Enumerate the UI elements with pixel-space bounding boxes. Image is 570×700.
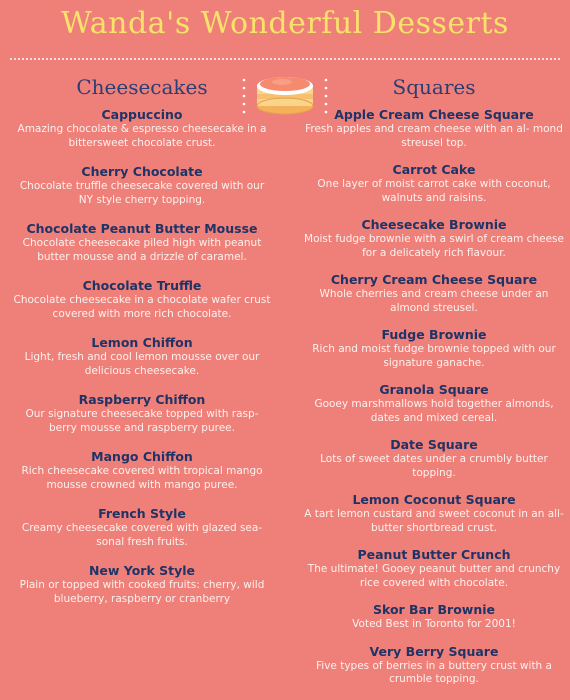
menu-item (12, 106, 272, 150)
menu-item (12, 448, 272, 492)
menu-item-name: Cappuccino (101, 107, 183, 122)
menu-item (12, 505, 272, 549)
menu-item-name: Chocolate Peanut Butter Mousse (26, 221, 258, 236)
squares-column (304, 74, 564, 698)
menu-item (304, 326, 564, 370)
menu-item (304, 216, 564, 260)
menu-item (12, 277, 272, 321)
menu-item-description: Whole cherries and cream cheese under an almond streusel. (319, 288, 549, 314)
cheesecakes-heading: Cheesecakes (76, 75, 208, 99)
menu-item (12, 220, 272, 264)
menu-item (12, 334, 272, 378)
menu-item-description: The ultimate! Gooey peanut butter and crunchy rice covered with chocolate. (307, 563, 561, 589)
menu-item-description: Rich and moist fudge brownie topped with our signature ganache. (312, 343, 556, 369)
menu-item-description: Creamy cheesecake covered with glazed sea- sonal fresh fruits. (21, 522, 263, 548)
menu-item-name: Skor Bar Brownie (372, 602, 496, 617)
menu-item-description: Chocolate truffle cheesecake covered with our NY style cherry topping. (19, 180, 265, 206)
menu-item-name: New York Style (88, 563, 196, 578)
menu-item (304, 601, 564, 632)
menu-item-name: Cheesecake Brownie (361, 217, 507, 232)
menu-item-description: Chocolate cheesecake in a chocolate wafer crust covered with more rich chocolate. (13, 294, 271, 320)
menu-item-description: Light, fresh and cool lemon mousse over our delicious cheesecake. (24, 351, 260, 377)
menu-item-description: Chocolate cheesecake piled high with peanut butter mousse and a drizzle of caramel. (22, 237, 262, 263)
menu-item-description: Amazing chocolate & espresso cheesecake in a bittersweet chocolate crust. (17, 123, 267, 149)
menu-item (12, 163, 272, 207)
menu-item (304, 271, 564, 315)
menu-item-description: Plain or topped with cooked fruits: cherry, wild blueberry, raspberry or cranberry (19, 579, 265, 605)
menu-item-description: Five types of berries in a buttery crust with a crumble topping. (316, 659, 552, 685)
menu-item-description: One layer of moist carrot cake with coconut, walnuts and raisins. (317, 178, 551, 204)
menu-item-name: Fudge Brownie (381, 327, 487, 342)
cheesecakes-column (12, 74, 272, 619)
menu-item-name: Apple Cream Cheese Square (334, 107, 534, 122)
menu-item (304, 106, 564, 150)
menu-item (304, 436, 564, 480)
menu-item-description: Fresh apples and cream cheese with an al- mond streusel top. (305, 123, 563, 149)
menu-item-name: Cherry Chocolate (81, 164, 203, 179)
menu-item-name: Chocolate Truffle (82, 278, 202, 293)
menu-item-name: Date Square (390, 437, 478, 452)
menu-title: Wanda's Wonderful Desserts (61, 6, 509, 41)
menu-item-description: Voted Best in Toronto for 2001! (352, 618, 516, 630)
menu-item-description: Our signature cheesecake topped with rasp- berry mousse and raspberry puree. (25, 408, 259, 434)
menu-item (304, 491, 564, 535)
menu-item-name: French Style (98, 506, 186, 521)
menu-item-description: Moist fudge brownie with a swirl of cream cheese for a delicately rich flavour. (304, 233, 564, 259)
menu-item-description: Lots of sweet dates under a crumbly butter topping. (320, 453, 548, 479)
menu-item (12, 391, 272, 435)
menu-item-description: A tart lemon custard and sweet coconut in an all-butter shortbread crust. (304, 508, 564, 534)
menu-item-name: Raspberry Chiffon (78, 392, 206, 407)
menu-item (304, 546, 564, 590)
menu-item (304, 381, 564, 425)
menu-item-description: Rich cheesecake covered with tropical mango mousse crowned with mango puree. (21, 465, 263, 491)
menu-item-name: Lemon Coconut Square (352, 492, 516, 507)
menu-item-name: Carrot Cake (392, 162, 476, 177)
menu-item-name: Cherry Cream Cheese Square (330, 272, 538, 287)
menu-item (12, 562, 272, 606)
menu-item-name: Very Berry Square (369, 643, 499, 659)
menu-item (304, 643, 564, 687)
menu-item-name: Lemon Chiffon (91, 335, 193, 350)
menu-item-description: Gooey marshmallows hold together almonds, dates and mixed cereal. (314, 398, 554, 424)
dotted-divider (10, 58, 560, 60)
menu-item-name: Mango Chiffon (91, 449, 193, 464)
squares-heading: Squares (392, 75, 476, 99)
menu-item-name: Granola Square (379, 382, 489, 397)
menu-item (304, 161, 564, 205)
menu-item-name: Peanut Butter Crunch (357, 547, 511, 562)
